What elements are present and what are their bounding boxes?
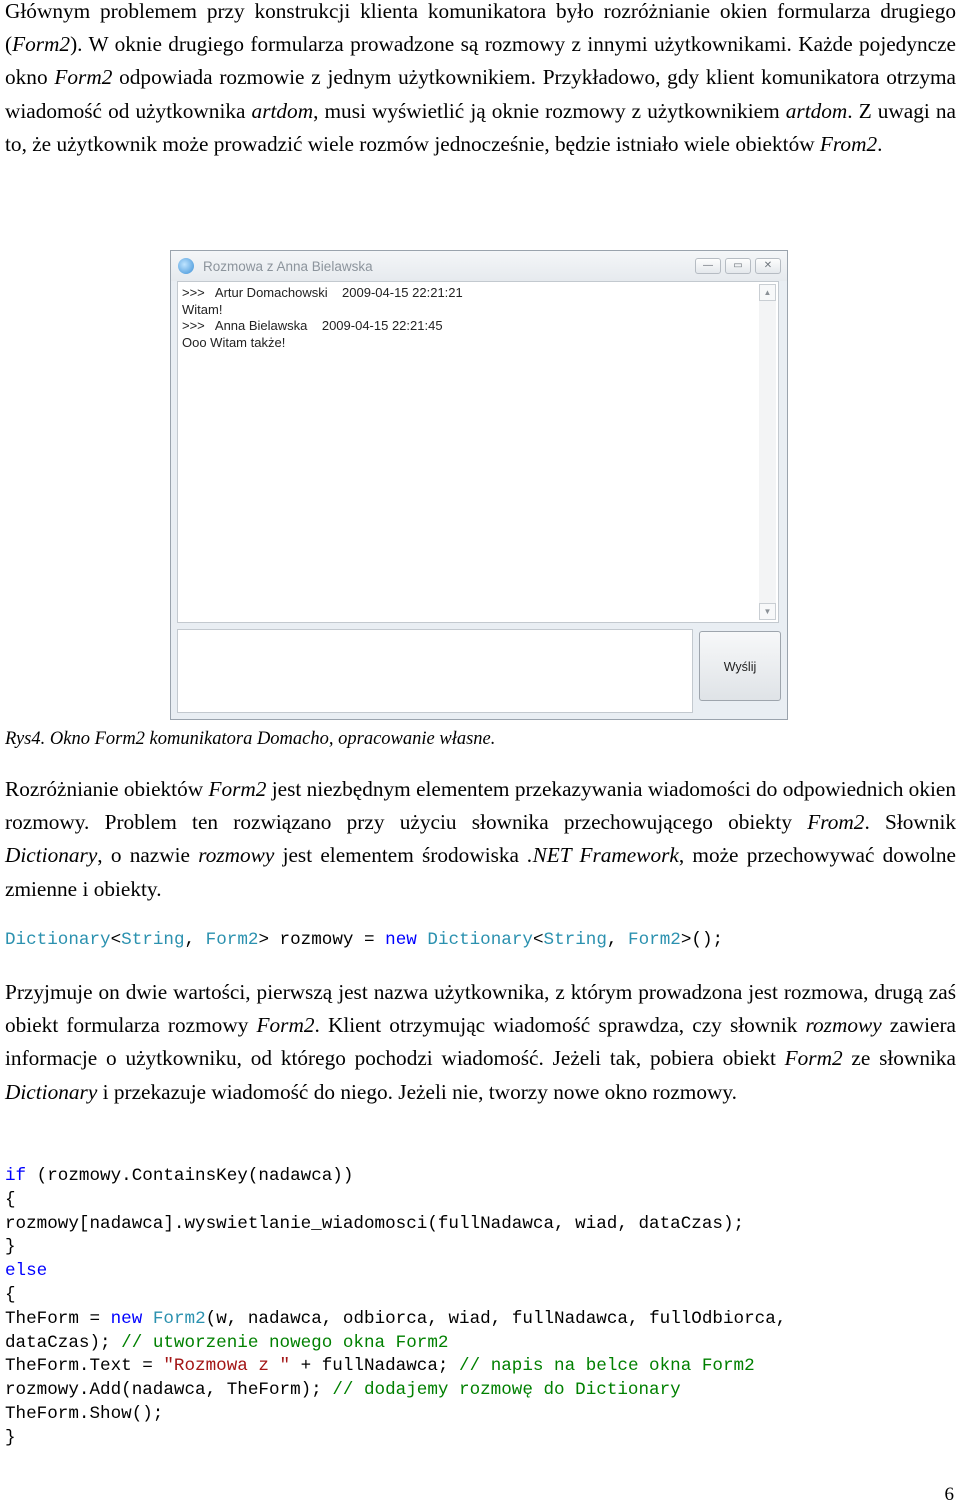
page-number: 6 bbox=[944, 1484, 954, 1505]
window-title: Rozmowa z Anna Bielawska bbox=[203, 259, 373, 274]
code-dictionary-declaration: Dictionary<String, Form2> rozmowy = new Dictionary<String, Form2>(); bbox=[5, 930, 724, 950]
log-line: Ooo Witam także! bbox=[182, 334, 286, 350]
chat-log-text bbox=[182, 285, 463, 351]
chat-window-screenshot bbox=[170, 250, 788, 720]
code-message-routing: if (rozmowy.ContainsKey(nadawca)) { rozmowy[nadawca].wyswietlanie_wiadomosci(fullNadawca, wiad, dataCzas); } else { TheForm = new Form2(w, nadawca, odbiorca, wiad, fullNadawca, fullOdbiorca, dataCzas); // utworzenie nowego okna Form2 TheForm.Text = "Rozmowa z " + fullNadawca; // napis na belce okna Form2 rozmowy.Add(nadawca, TheForm); // dodajemy rozmowę do Dictionary TheForm.Show(); } bbox=[5, 1166, 787, 1448]
paragraph-dictionary: Rozróżnianie obiektów Form2 jest niezbędnym elementem przekazywania wiadomości do odpowiednich okien rozmowy. Problem ten rozwiązano przy użyciu słownika przechowującego obiekty From2. Słownik Dictionary, o nazwie rozmowy jest elementem środowiska .NET Framework, może przechowywać dowolne zmienne i obiekty. bbox=[5, 777, 957, 901]
log-line: >>> Anna Bielawska 2009-04-15 22:21:45 bbox=[182, 318, 443, 333]
chat-log[interactable] bbox=[177, 281, 779, 623]
figure-caption: Rys4. Okno Form2 komunikatora Domacho, opracowanie własne. bbox=[5, 729, 496, 749]
title-bar bbox=[171, 251, 787, 281]
vertical-scrollbar[interactable] bbox=[759, 284, 776, 620]
scroll-down-icon[interactable]: ▼ bbox=[759, 603, 776, 620]
maximize-button[interactable]: ▭ bbox=[725, 258, 751, 274]
close-button[interactable]: ✕ bbox=[755, 258, 781, 274]
paragraph-explanation: Przyjmuje on dwie wartości, pierwszą jest nazwa użytkownika, z którym prowadzona jest rozmowa, drugą zaś obiekt formularza rozmowy Form2. Klient otrzymując wiadomość sprawdza, czy słownik rozmowy zawiera informacje o użytkowniku, od którego pochodzi wiadomość. Jeżeli tak, pobiera obiekt Form2 ze słownika Dictionary i przekazuje wiadomość do niego. Jeżeli nie, tworzy nowe okno rozmowy. bbox=[5, 980, 956, 1104]
log-line: Witam! bbox=[182, 301, 223, 317]
send-button[interactable]: Wyślij bbox=[699, 631, 781, 701]
log-line: >>> Artur Domachowski 2009-04-15 22:21:21 bbox=[182, 285, 463, 300]
app-icon bbox=[178, 258, 194, 274]
minimize-button[interactable]: — bbox=[695, 258, 721, 274]
paragraph-intro: Głównym problemem przy konstrukcji klienta komunikatora było rozróżnianie okien formularza drugiego (Form2). W oknie drugiego formularza prowadzone są rozmowy z innymi użytkownikami. Każde pojedyncze okno Form2 odpowiada rozmowie z jednym użytkownikiem. Przykładowo, gdy klient komunikatora otrzyma wiadomość od użytkownika artdom, musi wyświetlić ją oknie rozmowy z użytkownikiem artdom. Z uwagi na to, że użytkownik może prowadzić wiele rozmów jednocześnie, będzie istniało wiele obiektów From2. bbox=[5, 0, 957, 156]
scroll-up-icon[interactable]: ▲ bbox=[759, 284, 776, 301]
message-input[interactable] bbox=[177, 629, 693, 713]
